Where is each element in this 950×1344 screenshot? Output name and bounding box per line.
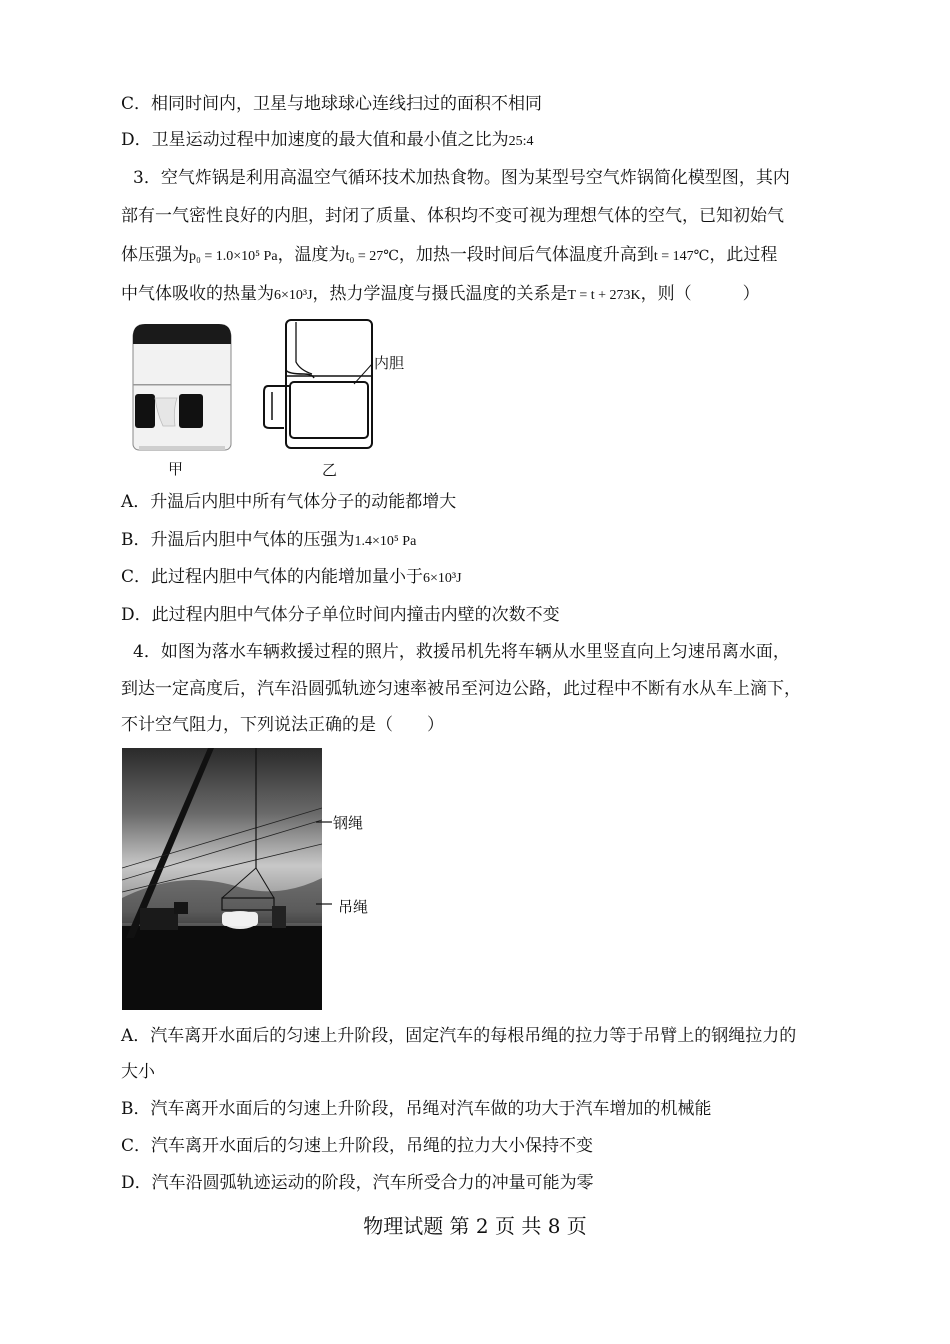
q3-option-b <box>121 528 416 554</box>
q2-option-d <box>121 128 534 154</box>
inner-liner-label: 内胆 <box>374 354 405 372</box>
q3-text-g: ，则（ ） <box>640 284 760 304</box>
q4-option-c: C．汽车离开水面后的匀速上升阶段，吊绳的拉力大小保持不变 <box>121 1136 594 1156</box>
q3-option-b-value: 1.4×10⁵ Pa <box>354 534 417 549</box>
page-footer: 物理试题 第 2 页 共 8 页 <box>363 1214 587 1238</box>
figure-jia-caption: 甲 <box>168 460 184 478</box>
q3-heat: 6×10³J <box>274 288 313 303</box>
q3-text-f: ，热力学温度与摄氏温度的关系是 <box>312 284 568 304</box>
sling-rope-label: 吊绳 <box>338 898 369 916</box>
q2-option-d-text: D．卫星运动过程中加速度的最大值和最小值之比为 <box>121 130 509 150</box>
q3-text-d: ，此过程 <box>709 245 778 265</box>
q4-stem-line2: 到达一定高度后，汽车沿圆弧轨迹匀速率被吊至河边公路，此过程中不断有水从车上滴下， <box>121 679 801 699</box>
q3-stem-line4 <box>121 282 760 308</box>
q3-stem-line2: 部有一气密性良好的内胆，封闭了质量、体积均不变可视为理想气体的空气，已知初始气 <box>121 206 784 226</box>
q3-stem-line1: 3．空气炸锅是利用高温空气循环技术加热食物。图为某型号空气炸锅简化模型图，其内 <box>133 168 790 188</box>
q3-option-c-text: C．此过程内胆中气体的内能增加量小于 <box>121 567 424 587</box>
q4-option-a-line2: 大小 <box>121 1062 155 1082</box>
q2-option-d-ratio: 25:4 <box>508 134 534 149</box>
steel-rope-label: 钢绳 <box>333 814 364 832</box>
q3-option-d: D．此过程内胆中气体分子单位时间内撞击内壁的次数不变 <box>121 605 560 625</box>
q4-option-b: B．汽车离开水面后的匀速上升阶段，吊绳对汽车做的功大于汽车增加的机械能 <box>121 1099 712 1119</box>
q3-t: t = 147℃ <box>653 249 710 264</box>
rescue-crane-photo <box>122 748 322 1010</box>
q3-p0: p₀ = 1.0×10⁵ Pa <box>189 249 278 264</box>
q3-option-c-value: 6×10³J <box>423 571 462 586</box>
air-fryer-model-diagram <box>260 316 380 451</box>
q3-option-a: A．升温后内胆中所有气体分子的动能都增大 <box>121 492 457 512</box>
q4-stem-line1: 4．如图为落水车辆救援过程的照片，救援吊机先将车辆从水里竖直向上匀速吊离水面， <box>133 642 790 662</box>
q3-text-c: ，加热一段时间后气体温度升高到 <box>398 245 654 265</box>
q3-option-c <box>121 565 462 591</box>
q3-text-e: 中气体吸收的热量为 <box>121 284 274 304</box>
q3-stem-line3 <box>121 243 777 269</box>
q3-text-b: ，温度为 <box>277 245 346 265</box>
q3-text-a: 体压强为 <box>121 245 189 265</box>
q3-t0: t₀ = 27℃ <box>345 249 399 264</box>
q4-stem-line3: 不计空气阻力，下列说法正确的是（ ） <box>121 715 444 735</box>
q2-option-c: C．相同时间内，卫星与地球球心连线扫过的面积不相同 <box>121 94 543 114</box>
q3-formula: T = t + 273K <box>567 288 641 303</box>
q4-option-a-line1: A．汽车离开水面后的匀速上升阶段，固定汽车的每根吊绳的拉力等于吊臂上的钢绳拉力的 <box>121 1026 797 1046</box>
figure-yi-caption: 乙 <box>322 461 338 479</box>
q3-option-b-text: B．升温后内胆中气体的压强为 <box>121 530 355 550</box>
air-fryer-photo <box>125 318 240 453</box>
q4-option-d: D．汽车沿圆弧轨迹运动的阶段，汽车所受合力的冲量可能为零 <box>121 1173 594 1193</box>
